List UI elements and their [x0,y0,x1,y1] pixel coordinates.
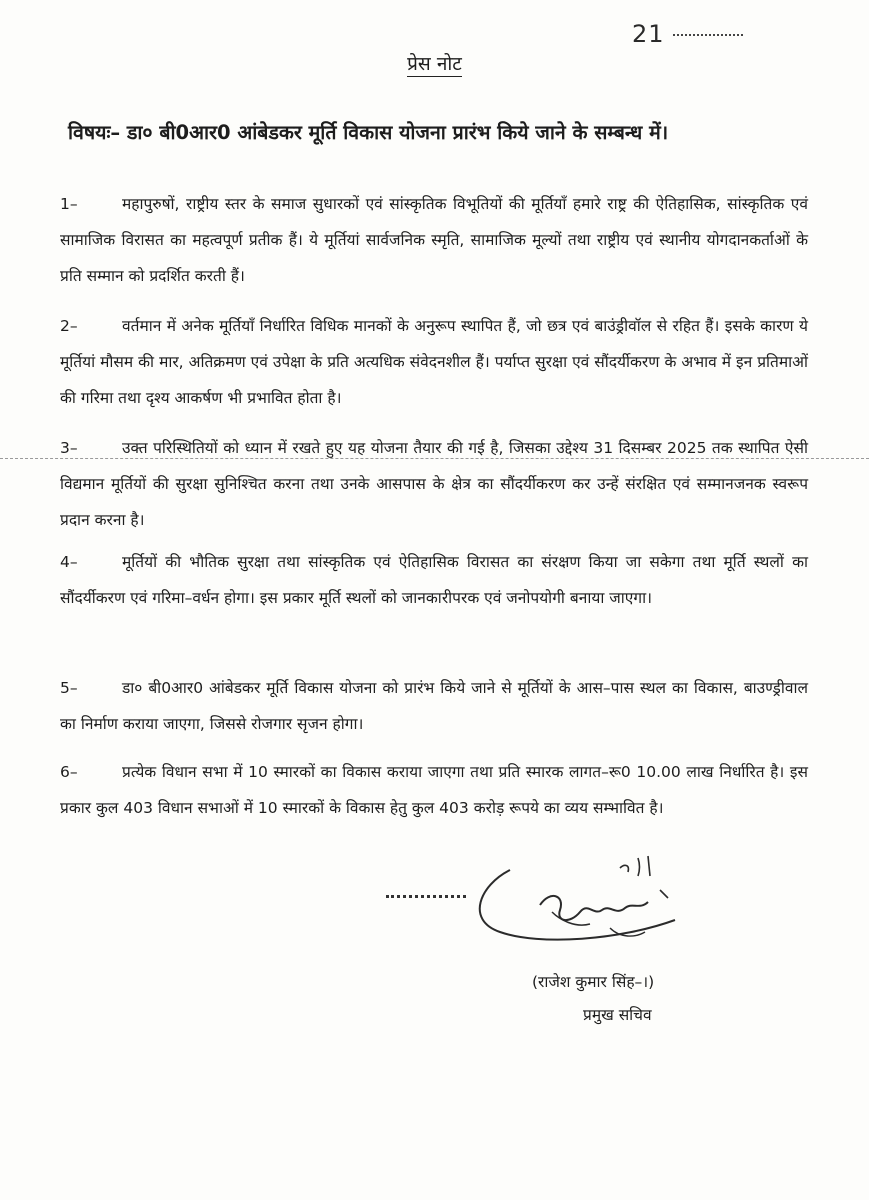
paragraph-number: 6– [60,763,78,781]
heading-text: प्रेस नोट [407,53,462,75]
paragraph-text: मूर्तियों की भौतिक सुरक्षा तथा सांस्कृतिक एवं ऐतिहासिक विरासत का संरक्षण किया जा सकेगा तथा मूर्ति स्थलों का सौंदर्यीकरण एवं गरिमा–वर्धन होगा। इस प्रकार मूर्ति स्थलों को जानकारीपरक एवं जनोपयोगी बनाया जाएगा। [60,553,808,607]
paragraph-3 [60,430,808,538]
paragraph-number: 1– [60,195,78,213]
paragraph-5 [60,670,808,742]
paragraph-text: उक्त परिस्थितियों को ध्यान में रखते हुए यह योजना तैयार की गई है, जिसका उद्देश्य 31 दिसम्बर 2025 तक स्थापित ऐसी विद्यमान मूर्तियों की सुरक्षा सुनिश्चित करना तथा उनके आसपास के क्षेत्र का सौंदर्यीकरण कर उन्हें संरक्षित एवं सम्मानजनक स्वरूप प्रदान करना है। [60,439,808,529]
paragraph-number: 2– [60,317,78,335]
page-number-value: 21 [632,20,665,48]
paragraph-number: 4– [60,553,78,571]
paragraph-text: डा० बी0आर0 आंबेडकर मूर्ति विकास योजना को प्रारंभ किये जाने से मूर्तियों के आस–पास स्थल का विकास, बाउण्ड्रीवाल का निर्माण कराया जाएगा, जिससे रोजगार सृजन होगा। [60,679,808,733]
paragraph-number: 5– [60,679,78,697]
paragraph-2 [60,308,808,416]
signatory-name: (राजेश कुमार सिंह–।) [532,973,655,991]
scan-fold-line [0,458,869,459]
signatory-title: प्रमुख सचिव [583,1006,652,1024]
paragraph-1 [60,186,808,294]
paragraph-4 [60,544,808,616]
page-number [632,20,743,48]
handwritten-signature [470,850,700,960]
dotted-rule [386,895,466,898]
subject-line: विषयः– डा० बी0आर0 आंबेडकर मूर्ति विकास योजना प्रारंभ किये जाने के सम्बन्ध में। [68,121,669,144]
paragraph-number: 3– [60,439,78,457]
paragraph-text: वर्तमान में अनेक मूर्तियाँ निर्धारित विधिक मानकों के अनुरूप स्थापित हैं, जो छत्र एवं बाउंड्रीवॉल से रहित हैं। इसके कारण ये मूर्तियां मौसम की मार, अतिक्रमण एवं उपेक्षा के प्रति अत्यधिक संवेदनशील हैं। पर्याप्त सुरक्षा एवं सौंदर्यीकरण के अभाव में इन प्रतिमाओं की गरिमा तथा दृश्य आकर्षण भी प्रभावित होता है। [60,317,808,407]
document-heading [0,50,869,76]
paragraph-6 [60,754,808,826]
paragraph-text: महापुरुषों, राष्ट्रीय स्तर के समाज सुधारकों एवं सांस्कृतिक विभूतियों की मूर्तियाँ हमारे राष्ट्र की ऐतिहासिक, सांस्कृतिक एवं सामाजिक विरासत का महत्वपूर्ण प्रतीक हैं। ये मूर्तियां सार्वजनिक स्मृति, सामाजिक मूल्यों तथा राष्ट्रीय एवं स्थानीय योगदानकर्ताओं के प्रति सम्मान को प्रदर्शित करती हैं। [60,195,808,285]
paragraph-text: प्रत्येक विधान सभा में 10 स्मारकों का विकास कराया जाएगा तथा प्रति स्मारक लागत–रू0 10.00 लाख निर्धारित है। इस प्रकार कुल 403 विधान सभाओं में 10 स्मारकों के विकास हेतु कुल 403 करोड़ रूपये का व्यय सम्भावित है। [60,763,808,817]
page-number-dots [673,34,743,36]
